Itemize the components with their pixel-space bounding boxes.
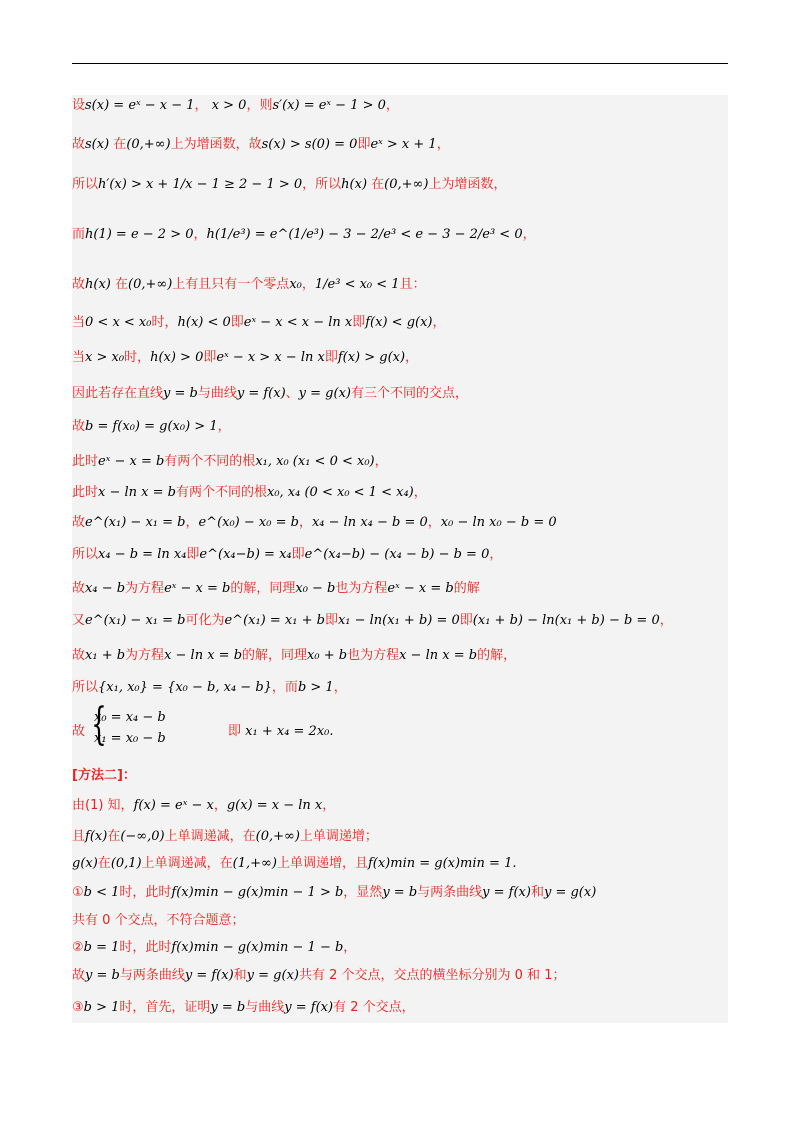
- text-segment: 即: [291, 547, 305, 562]
- math-expression: y = b: [163, 386, 198, 401]
- text-segment: 和: [530, 885, 544, 900]
- text-segment: 此时: [72, 454, 99, 469]
- text-segment: 故: [72, 419, 86, 434]
- text-segment: 和: [233, 968, 247, 983]
- text-segment: 有两个不同的根: [164, 454, 256, 469]
- math-expression: x₀ − b: [295, 581, 336, 596]
- text-segment: 所以: [72, 177, 99, 192]
- text-segment: 所以: [72, 680, 99, 695]
- math-expression: s′(x) = eˣ − 1 > 0: [272, 98, 386, 113]
- text-segment: ，: [436, 137, 450, 152]
- text-segment: ，: [413, 485, 427, 500]
- math-expression: x₄ − ln x₄ − b = 0: [311, 515, 428, 530]
- math-expression: 1/e³ < x₀ < 1: [314, 277, 400, 292]
- text-segment: 上单调递减，在: [164, 829, 256, 844]
- math-expression: y = f(x): [236, 386, 286, 401]
- solution-line: [72, 998, 728, 1018]
- text-segment: 与曲线: [197, 386, 237, 401]
- text-segment: ，: [522, 227, 536, 242]
- math-expression: x₁ + b: [85, 648, 126, 663]
- text-segment: 时，此时: [119, 940, 172, 955]
- math-expression: y = b: [382, 885, 418, 900]
- math-expression: x − ln x = b: [164, 648, 243, 663]
- text-segment: 此时: [72, 485, 99, 500]
- math-expression: s(x): [85, 137, 110, 152]
- text-segment: 也为方程: [347, 648, 400, 663]
- solution-line: [72, 938, 728, 958]
- math-expression: h(1/e³) = e^(1/e³) − 3 − 2/e³ < e − 3 − 2/e³ < 0: [206, 227, 523, 242]
- solution-line: [72, 175, 728, 195]
- math-expression: x₁ − ln(x₁ + b) = 0: [337, 613, 460, 628]
- text-segment: ，: [432, 315, 446, 330]
- text-segment: ，: [298, 515, 312, 530]
- system-row-1: x₀ = x₄ − b: [94, 710, 166, 725]
- text-segment: 故: [72, 515, 86, 530]
- text-segment: ，: [659, 613, 673, 628]
- text-segment: 与曲线: [245, 1000, 285, 1015]
- solution-line: [72, 417, 728, 437]
- math-expression: x₀ − ln x₀ − b = 0: [440, 515, 557, 530]
- text-segment: ，: [333, 680, 347, 695]
- text-segment: 时，: [124, 350, 151, 365]
- math-expression: g(x) = x − ln x: [226, 798, 323, 813]
- brace-symbol: {: [91, 699, 107, 750]
- text-segment: 有 2 个交点，: [333, 1000, 415, 1015]
- text-segment: 时，: [151, 315, 178, 330]
- math-expression: e^(x₀) − x₀ = b: [198, 515, 299, 530]
- solution-line: [72, 911, 728, 931]
- math-expression: x > 0: [207, 98, 247, 113]
- text-segment: 也为方程: [335, 581, 388, 596]
- math-expression: s(x) = eˣ − x − 1: [85, 98, 195, 113]
- text-segment: ，: [374, 454, 388, 469]
- solution-line: [72, 966, 728, 986]
- text-segment: ，: [193, 227, 207, 242]
- method-two-heading: [方法二]：: [72, 768, 136, 783]
- text-segment: 由(1) 知，: [72, 798, 134, 813]
- math-expression: f(x)min = g(x)min = 1.: [367, 856, 517, 871]
- text-segment: 故: [72, 648, 86, 663]
- math-expression: eˣ − x = b: [98, 454, 165, 469]
- text-segment: 时，首先，证明: [119, 1000, 211, 1015]
- math-expression: (0,+∞): [255, 829, 300, 844]
- math-expression: eˣ − x = b: [387, 581, 454, 596]
- math-expression: f(x) < g(x): [365, 315, 433, 330]
- top-rule: [72, 63, 728, 64]
- math-expression: x₁, x₀ (x₁ < 0 < x₀): [255, 454, 375, 469]
- text-segment: ，: [489, 547, 503, 562]
- text-segment: 又: [72, 613, 86, 628]
- text-segment: 的解，: [477, 648, 517, 663]
- math-expression: h(x): [341, 177, 368, 192]
- text-segment: 故: [72, 277, 86, 292]
- text-segment: 有两个不同的根: [175, 485, 267, 500]
- math-expression: x₀: [289, 277, 302, 292]
- text-segment: ，: [194, 98, 208, 113]
- solution-line: [72, 225, 728, 245]
- text-segment: ，所以: [302, 177, 342, 192]
- text-segment: 故: [72, 137, 86, 152]
- math-expression: h(x): [85, 277, 111, 292]
- text-segment: ，则: [246, 98, 273, 113]
- text-segment: 在: [97, 856, 111, 871]
- solution-line: [72, 452, 728, 472]
- text-segment: ，: [185, 515, 199, 530]
- math-expression: x₄ − b = ln x₄: [98, 547, 187, 562]
- text-segment: 的解，同理: [242, 648, 308, 663]
- solution-line: [72, 135, 728, 155]
- math-expression: e^(x₄−b) − (x₄ − b) − b = 0: [304, 547, 490, 562]
- text-segment: 即: [459, 613, 473, 628]
- text-segment: 在: [110, 277, 129, 292]
- solution-line: [72, 348, 728, 368]
- math-expression: x − ln x = b: [98, 485, 176, 500]
- text-segment: ，: [427, 515, 441, 530]
- math-expression: y = g(x): [246, 968, 299, 983]
- text-segment: 的解，同理: [230, 581, 296, 596]
- text-segment: 上为增函数，故: [170, 137, 262, 152]
- system-row-2: x₁ = x₀ − b: [94, 731, 166, 746]
- text-segment: 且：: [399, 277, 426, 292]
- math-expression: y = b: [85, 968, 120, 983]
- solution-line: [72, 579, 728, 599]
- text-segment: ①: [72, 885, 84, 900]
- text-segment: 上为增函数，: [428, 177, 507, 192]
- text-segment: 故: [72, 581, 86, 596]
- solution-line: [72, 313, 728, 333]
- text-segment: 可化为: [185, 613, 225, 628]
- text-segment: ，: [322, 798, 336, 813]
- math-expression: x − ln x = b: [399, 648, 478, 663]
- math-expression: f(x) > g(x): [337, 350, 406, 365]
- text-segment: ，: [301, 277, 315, 292]
- text-segment: 而: [72, 227, 86, 242]
- math-expression: s(x) > s(0) = 0: [261, 137, 358, 152]
- text-segment: 、: [285, 386, 299, 401]
- solution-line: [72, 611, 728, 631]
- text-segment: 与两条曲线: [417, 885, 483, 900]
- math-expression: (−∞,0): [120, 829, 165, 844]
- system-end: .: [329, 724, 334, 739]
- math-expression: h(x) < 0: [177, 315, 231, 330]
- system-conclusion: [228, 720, 334, 739]
- math-expression: (0,+∞): [126, 137, 171, 152]
- math-expression: h(1) = e − 2 > 0: [85, 227, 194, 242]
- math-expression: f(x): [85, 829, 108, 844]
- text-segment: 的解: [453, 581, 480, 596]
- text-segment: 上单调递增；: [299, 829, 378, 844]
- math-expression: x₀ + b: [307, 648, 348, 663]
- text-segment: ，: [217, 419, 231, 434]
- math-expression: e^(x₁) = x₁ + b: [224, 613, 325, 628]
- text-segment: 即: [324, 350, 338, 365]
- text-segment: 在: [107, 829, 121, 844]
- math-expression: f(x)min − g(x)min − 1 − b: [171, 940, 344, 955]
- text-segment: 当: [72, 350, 86, 365]
- solution-line: [72, 883, 728, 903]
- text-segment: 有三个不同的交点，: [350, 386, 468, 401]
- text-segment: 故: [72, 968, 86, 983]
- solution-line: [72, 483, 728, 503]
- text-segment: 所以: [72, 547, 99, 562]
- math-expression: b > 1: [83, 1000, 120, 1015]
- math-expression: x₄ − b: [85, 581, 126, 596]
- solution-line: [72, 545, 728, 565]
- text-segment: 上单调递减，在: [141, 856, 233, 871]
- text-segment: 在: [109, 137, 127, 152]
- text-segment: ，显然: [343, 885, 383, 900]
- text-segment: 即: [230, 315, 244, 330]
- text-segment: ，: [405, 350, 419, 365]
- text-segment: ，: [343, 940, 357, 955]
- math-expression: e^(x₄−b) = x₄: [199, 547, 292, 562]
- text-segment: ，: [213, 798, 227, 813]
- math-expression: (0,+∞): [384, 177, 429, 192]
- text-segment: 为方程: [125, 648, 165, 663]
- text-segment: 时，此时: [119, 885, 172, 900]
- text-segment: ，而: [271, 680, 298, 695]
- math-expression: e^(x₁) − x₁ = b: [85, 515, 186, 530]
- math-expression: y = b: [210, 1000, 246, 1015]
- system-result: x₁ + x₄ = 2x₀: [245, 724, 330, 739]
- text-segment: ，: [385, 98, 399, 113]
- solution-line: [72, 275, 728, 295]
- solution-line: [72, 513, 728, 533]
- text-segment: 为方程: [125, 581, 165, 596]
- text-segment: 在: [367, 177, 385, 192]
- math-expression: x₀, x₄ (0 < x₀ < 1 < x₄): [267, 485, 414, 500]
- math-expression: (0,1): [110, 856, 142, 871]
- math-expression: b < 1: [83, 885, 120, 900]
- text-segment: 当: [72, 315, 86, 330]
- solution-line: [72, 796, 728, 816]
- text-segment: 即: [203, 350, 217, 365]
- math-expression: b = f(x₀) = g(x₀) > 1: [85, 419, 218, 434]
- text-segment: 即: [357, 137, 371, 152]
- text-segment: 与两条曲线: [119, 968, 185, 983]
- text-segment: 共有 0 个交点，不符合题意；: [72, 913, 245, 928]
- math-expression: b > 1: [297, 680, 334, 695]
- math-expression: 0 < x < x₀: [85, 315, 152, 330]
- text-segment: ③: [72, 1000, 84, 1015]
- math-expression: eˣ − x > x − ln x: [216, 350, 325, 365]
- math-expression: (1,+∞): [232, 856, 277, 871]
- math-expression: y = f(x): [184, 968, 234, 983]
- text-segment: 即: [186, 547, 200, 562]
- system-lead: 故: [72, 724, 86, 739]
- text-segment: 即: [352, 315, 366, 330]
- math-expression: (x₁ + b) − ln(x₁ + b) − b = 0: [472, 613, 660, 628]
- math-expression: h′(x) > x + 1/x − 1 ≥ 2 − 1 > 0: [98, 177, 303, 192]
- solution-line: [72, 646, 728, 666]
- solution-line: [72, 827, 728, 847]
- text-segment: 共有 2 个交点，交点的横坐标分别为 0 和 1；: [298, 968, 566, 983]
- system-mid: 即: [228, 724, 242, 739]
- math-expression: eˣ − x < x − ln x: [243, 315, 353, 330]
- solution-line: [72, 854, 728, 874]
- math-expression: y = g(x): [543, 885, 597, 900]
- math-expression: y = f(x): [482, 885, 531, 900]
- text-segment: 上有且只有一个零点: [172, 277, 290, 292]
- math-expression: (0,+∞): [128, 277, 173, 292]
- text-segment: 因此若存在直线: [72, 386, 164, 401]
- math-expression: {x₁, x₀} = {x₀ − b, x₄ − b}: [98, 680, 272, 695]
- math-expression: b = 1: [83, 940, 120, 955]
- math-expression: h(x) > 0: [150, 350, 204, 365]
- text-segment: 即: [324, 613, 338, 628]
- solution-line: [72, 678, 728, 698]
- math-expression: g(x): [72, 856, 98, 871]
- math-expression: f(x) = eˣ − x: [133, 798, 214, 813]
- solution-line: [72, 96, 728, 116]
- math-expression: x > x₀: [85, 350, 125, 365]
- solution-line: [72, 384, 728, 404]
- text-segment: 上单调递增，且: [276, 856, 368, 871]
- math-expression: f(x)min − g(x)min − 1 > b: [171, 885, 344, 900]
- math-expression: e^(x₁) − x₁ = b: [85, 613, 186, 628]
- math-expression: y = f(x): [284, 1000, 334, 1015]
- text-segment: 设: [72, 98, 86, 113]
- equation-system: [72, 699, 728, 752]
- math-expression: eˣ > x + 1: [370, 137, 437, 152]
- text-segment: 且: [72, 829, 86, 844]
- math-expression: y = g(x): [298, 386, 351, 401]
- text-segment: ②: [72, 940, 84, 955]
- math-expression: eˣ − x = b: [164, 581, 231, 596]
